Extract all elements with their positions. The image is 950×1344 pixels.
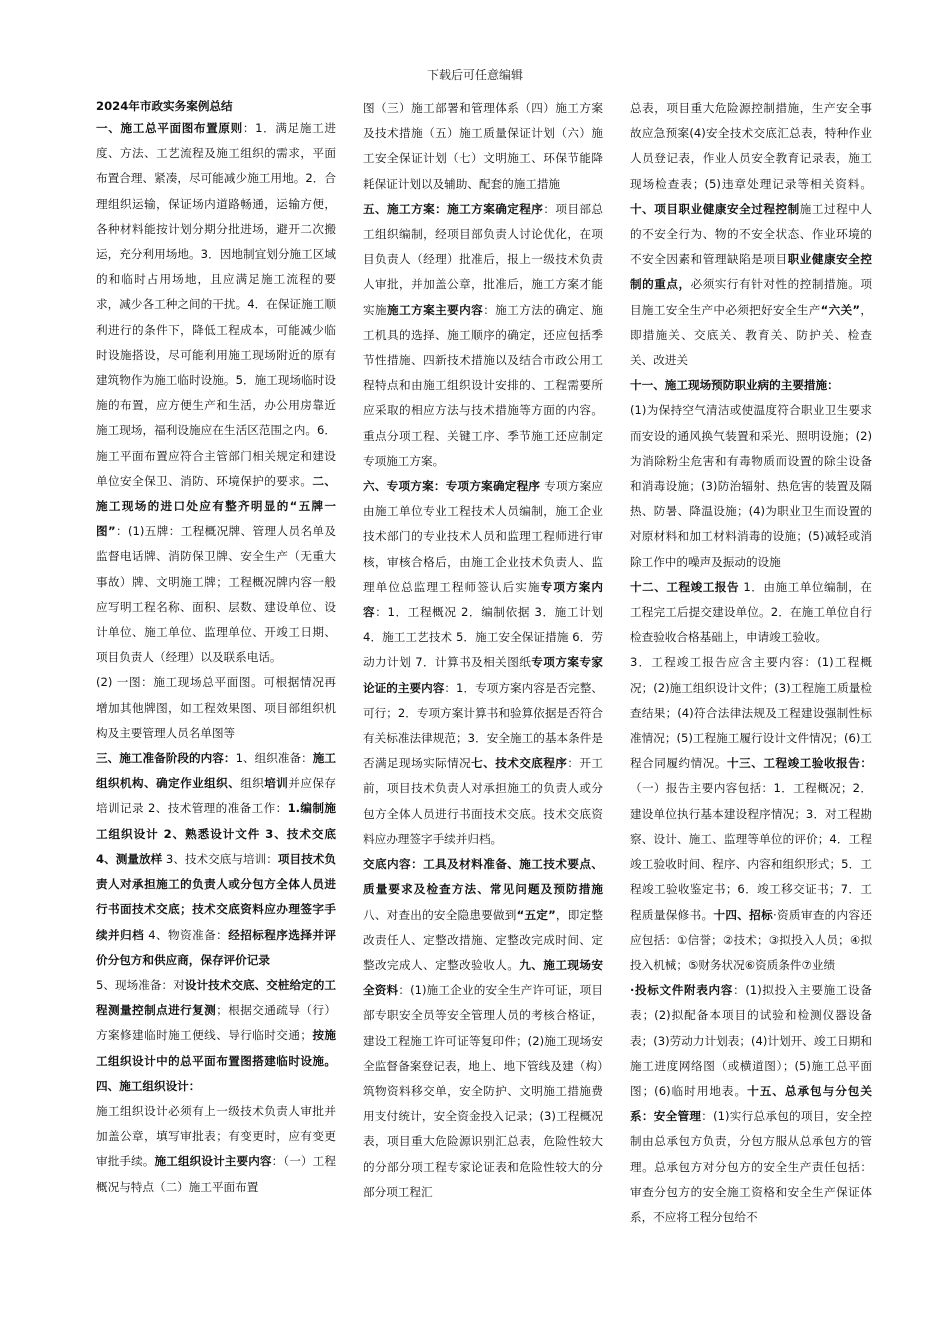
section-heading: 十一、施工现场预防职业病的主要措施： <box>630 378 839 393</box>
section-heading: 十四、招标 <box>713 907 773 922</box>
paragraph: 交底内容：工具及材料准备、施工技术要点、质量要求及检查方法、常见问题及预防措施八、对查出的安全隐患要做到“五定”，即定整改责任人、定整改措施、定整改完成时间、定整改完成人、定整改验收人。九、施工现场安全资料：(1)施工企业的安全生产许可证，项目部专职安全员等安全管理人员的考核合格证，建设工程施工许可证等复印件；(2)施工现场安全监督备案登记表，地上、地下管线及建（构）筑物资料移交单，安全防护、文明施工措施费用支付统计，安全资金投入记录；(3)工程概况表，项目重大危险源识别汇总表，危险性较大的分部分项工程专家论证表和危险性较大的分部分项工程汇 <box>363 857 603 1199</box>
paragraph: 5、现场准备：对设计技术交底、交桩给定的工程测量控制点进行复测；根据交通疏导（行）方案修建临时施工便线、导行临时交通；按施工组织设计中的总平面布置图搭建临时设施。四、施工组织设计： <box>96 977 336 1093</box>
paragraph: ·投标文件附表内容：(1)拟投入主要施工设备表；(2)拟配备本项目的试验和检测仪器设备表；(3)劳动力计划表；(4)计划开、竣工日期和施工进度网络图（或横道图）；(5)施工总平面图；(6)临时用地表。十五、总承包与分包关系：安全管理：(1)实行总承包的项目，安全控制由总承包方负责，分包方服从总承包方的管理。总承包方对分包方的安全生产责任包括：审查分包方的安全施工资格和安全生产保证体系，不应将工程分包给不 <box>630 983 872 1224</box>
section-heading: 二、施工现场的进口处应有整齐明显的“五牌一图” <box>96 473 336 539</box>
paragraph: 施工组织设计必须有上一级技术负责人审批并加盖公章，填写审批表；有变更时，应有变更审批手续。施工组织设计主要内容：（一）工程概况与特点（二）施工平面布置 <box>96 1103 336 1194</box>
paragraph: (2) 一图：施工现场总平面图。可根据情况再增加其他牌图，如工程效果图、项目部组织机构及主要管理人员名单图等 <box>96 675 336 740</box>
paragraph: 三、施工准备阶段的内容：1、组织准备：施工组织机构、确定作业组织、组织培训并应保存培训记录 2、技术管理的准备工作：1.编制施工组织设计 2、熟悉设计文件 3、技术交底 4、测量放样 3、技术交底与培训：项目技术负责人对承担施工的负责人或分包方全体人员进行书面技术交底；技术交底资料应办理签字手续并归档 4、物资准备：经招标程序选择并评价分包方和供应商，保存评价记录 <box>96 751 336 967</box>
section-heading: 七、技术交底程序 <box>471 756 568 771</box>
column-3 <box>630 96 872 1306</box>
document-title: 2024年市政实务案例总结 <box>96 99 233 113</box>
section-heading: 一、施工总平面图布置原则 <box>96 121 243 135</box>
section-heading: 五、施工方案：施工方案确定程序 <box>363 201 544 216</box>
section-heading: 三、施工准备阶段的内容： <box>96 751 236 766</box>
section-heading: 九、施工现场安全资料 <box>363 957 603 998</box>
paragraph: 十二、工程竣工报告 1．由施工单位编制，在工程完工后提交建设单位。2．在施工单位自行检查验收合格基础上，申请竣工验收。 <box>630 579 872 645</box>
section-heading: 十三、工程竣工验收报告： <box>727 756 872 771</box>
column-1 <box>96 96 336 1306</box>
column-2 <box>363 96 603 1306</box>
paragraph: 图（三）施工部署和管理体系（四）施工方案及技术措施（五）施工质量保证计划（六）施工安全保证计划（七）文明施工、环保节能降耗保证计划以及辅助、配套的施工措施 <box>363 101 603 191</box>
section-heading: 六、专项方案：专项方案确定程序 <box>363 479 541 494</box>
page-header: 下载后可任意编辑 <box>426 68 523 82</box>
paragraph: 总表，项目重大危险源控制措施，生产安全事故应急预案(4)安全技术交底汇总表，特种作业人员登记表，作业人员安全教育记录表，施工现场检查表；(5)违章处理记录等相关资料。十、项目职业健康安全过程控制施工过程中人的不安全行为、物的不安全状态、作业环境的不安全因素和管理缺陷是项目职业健康安全控制的重点，必须实行有针对性的控制措施。项目施工安全生产中必须把好安全生产“六关”，即措施关、交底关、教育关、防护关、检查关、改进关 <box>630 101 872 368</box>
section-heading: 十二、工程竣工报告 <box>630 579 740 594</box>
paragraph: 五、施工方案：施工方案确定程序：项目部总工组织编制，经项目部负责人讨论优化，在项目负责人（经理）批准后，报上一级技术负责人审批，并加盖公章，批准后，施工方案才能实施施工方案主要内容：施工方法的确定、施工机具的选择、施工顺序的确定，还应包括季节性措施、四新技术措施以及结合市政公用工程特点和由施工组织设计安排的、工程需要所应采取的相应方法与技术措施等方面的内容。重点分项工程、关键工序、季节施工还应制定专项施工方案。 <box>363 201 603 468</box>
paragraph: 六、专项方案：专项方案确定程序 专项方案应由施工单位专业工程技术人员编制，施工企业技术部门的专业技术人员和监理工程师进行审核，审核合格后，由施工企业技术负责人、监理单位总监理工程师签认后实施专项方案内容：1．工程概况 2．编制依据 3．施工计划 4．施工工艺技术 5．施工安全保证措施 6．劳动力计划 7．计算书及相关图纸专项方案专家论证的主要内容：1．专项方案内容是否完整、可行；2．专项方案计算书和验算依据是否符合有关标准法律规范；3．安全施工的基本条件是否满足现场实际情况七、技术交底程序：开工前，项目技术负责人对承担施工的负责人或分包方全体人员进行书面技术交底。技术交底资料应办理签字手续并归档。 <box>363 479 603 846</box>
paragraph: 3．工程竣工报告应含主要内容：(1)工程概况；(2)施工组织设计文件；(3)工程施工质量检查结果；(4)符合法律法规及工程建设强制性标准情况；(5)工程施工履行设计文件情况；(6)工程合同履约情况。十三、工程竣工验收报告：（一）报告主要内容包括：1．工程概况；2．建设单位执行基本建设程序情况；3．对工程勘察、设计、施工、监理等单位的评价；4．工程竣工验收时间、程序、内容和组织形式；5．工程竣工验收鉴定书；6．竣工移交证书；7．工程质量保修书。十四、招标·资质审查的内容还应包括：①信誉；②技术；③拟投入人员；④拟投入机械；⑤财务状况⑥资质条件⑦业绩 <box>630 655 872 972</box>
paragraph: 十一、施工现场预防职业病的主要措施： (1)为保持空气清洁或使温度符合职业卫生要求而安设的通风换气装置和采光、照明设施；(2)为消除粉尘危害和有毒物质而设置的除尘设备和消毒设施；(3)防治辐射、热危害的装置及隔热、防暑、降温设施；(4)为职业卫生而设置的对原材料和加工材料消毒的设施；(5)减轻或消除工作中的噪声及振动的设施 <box>630 378 872 569</box>
section-heading: 按施工组织设计中的总平面布置图搭建临时设施。四、施工组织设计： <box>96 1028 336 1093</box>
section-heading: 十、项目职业健康安全过程控制 <box>630 201 800 216</box>
paragraph: 一、施工总平面图布置原则：1．满足施工进度、方法、工艺流程及施工组织的需求，平面布置合理、紧凑，尽可能减少施工用地。2．合理组织运输，保证场内道路畅通，运输方便，各种材料能按计划分期分批进场，避开二次搬运，充分利用场地。3．因地制宜划分施工区域的和临时占用场地，且应满足施工流程的要求，减少各工种之间的干扰。4．在保证施工顺利进行的条件下，降低工程成本，可能减少临时设施搭设，尽可能利用施工现场附近的原有建筑物作为施工临时设施。5．施工现场临时设施的布置，应方便生产和生活，办公用房靠近施工现场，福利设施应在生活区范围之内。6．施工平面布置应符合主管部门相关规定和建设单位安全保卫、消防、环境保护的要求。二、施工现场的进口处应有整齐明显的“五牌一图”：(1)五牌：工程概况牌、管理人员名单及监督电话牌、消防保卫牌、安全生产（无重大事故）牌、文明施工牌；工程概况牌内容一般应写明工程名称、面积、层数、建设单位、设计单位、施工单位、监理单位、开竣工日期、项目负责人（经理）以及联系电话。 <box>96 121 336 665</box>
section-heading: 十五、总承包与分包关系：安全管理 <box>630 1083 872 1124</box>
